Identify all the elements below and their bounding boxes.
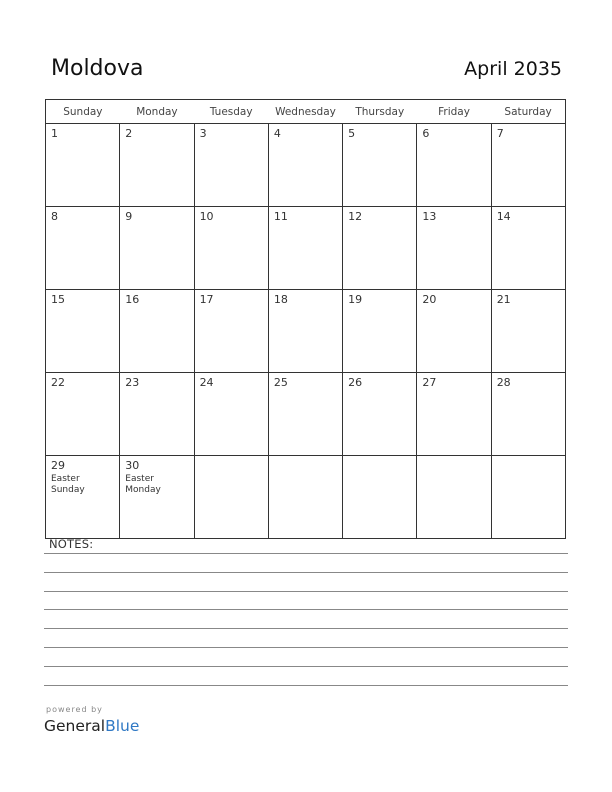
note-line [44, 591, 568, 592]
day-number: 19 [348, 293, 363, 306]
day-cell [268, 207, 342, 290]
day-cell [194, 124, 268, 207]
week-row [46, 290, 566, 373]
day-number: 20 [422, 293, 437, 306]
day-number: 1 [51, 127, 58, 140]
day-number: 9 [125, 210, 133, 223]
day-cell [268, 456, 342, 539]
day-cell [268, 124, 342, 207]
day-number: 7 [496, 127, 504, 140]
brand-blue: Blue [105, 717, 140, 735]
day-cell [194, 373, 268, 456]
day-cell [268, 290, 342, 373]
weekday-header: Saturday [491, 100, 565, 124]
weekday-header: Wednesday [268, 100, 342, 124]
day-cell [417, 207, 491, 290]
note-line [44, 572, 568, 573]
day-number: 17 [199, 293, 214, 306]
notes-label: NOTES: [49, 537, 94, 551]
day-cell [343, 456, 417, 539]
calendar-grid [45, 99, 566, 539]
day-number: 5 [348, 127, 356, 140]
day-number: 28 [496, 376, 511, 389]
day-cell [491, 290, 565, 373]
day-number: 25 [273, 376, 288, 389]
day-cell [194, 290, 268, 373]
day-number: 8 [51, 210, 58, 223]
note-line [44, 666, 568, 667]
day-cell [491, 373, 565, 456]
day-number: 26 [348, 376, 363, 389]
note-line [44, 685, 568, 686]
weekday-header-row [46, 100, 566, 124]
day-cell [120, 207, 194, 290]
country-title: Moldova [51, 56, 144, 81]
day-cell [417, 456, 491, 539]
week-row [46, 207, 566, 290]
calendar-body [46, 124, 566, 539]
day-number: 3 [199, 127, 207, 140]
day-number: 29 [51, 459, 65, 472]
powered-by-text: powered by [46, 705, 103, 714]
day-cell [120, 456, 194, 539]
day-number: 11 [273, 210, 288, 223]
holiday-label: Easter Monday [125, 474, 161, 495]
day-cell [417, 373, 491, 456]
day-cell [194, 456, 268, 539]
weekday-header: Thursday [343, 100, 417, 124]
day-number: 21 [496, 293, 511, 306]
week-row [46, 124, 566, 207]
weekday-header: Sunday [46, 100, 120, 124]
week-row [46, 373, 566, 456]
day-number: 27 [422, 376, 437, 389]
day-number: 22 [51, 376, 65, 389]
day-cell [46, 124, 120, 207]
note-line [44, 647, 568, 648]
day-cell [491, 124, 565, 207]
day-number: 13 [422, 210, 437, 223]
day-cell [417, 124, 491, 207]
day-cell [491, 207, 565, 290]
month-year-title: April 2035 [464, 58, 562, 80]
day-cell [268, 373, 342, 456]
day-number: 14 [496, 210, 511, 223]
note-line [44, 553, 568, 554]
day-cell [343, 207, 417, 290]
generalblue-logo [44, 717, 139, 735]
note-line [44, 609, 568, 610]
day-cell [343, 290, 417, 373]
day-cell [491, 456, 565, 539]
day-number: 30 [125, 459, 140, 472]
weekday-header: Monday [120, 100, 194, 124]
day-cell [120, 290, 194, 373]
day-number: 16 [125, 293, 140, 306]
day-number: 24 [199, 376, 214, 389]
day-cell [46, 456, 120, 539]
day-number: 15 [51, 293, 65, 306]
day-number: 2 [125, 127, 133, 140]
week-row [46, 456, 566, 539]
day-cell [120, 373, 194, 456]
day-cell [46, 207, 120, 290]
day-cell [120, 124, 194, 207]
day-number: 10 [199, 210, 214, 223]
day-number: 6 [422, 127, 430, 140]
note-line [44, 628, 568, 629]
day-cell [46, 290, 120, 373]
day-number: 12 [348, 210, 363, 223]
day-cell [343, 373, 417, 456]
day-cell [343, 124, 417, 207]
day-number: 23 [125, 376, 140, 389]
weekday-header: Friday [417, 100, 491, 124]
brand-general: General [44, 717, 106, 735]
day-number: 18 [273, 293, 288, 306]
day-cell [417, 290, 491, 373]
day-number: 4 [273, 127, 281, 140]
holiday-label: Easter Sunday [51, 474, 85, 495]
day-cell [194, 207, 268, 290]
day-cell [46, 373, 120, 456]
weekday-header: Tuesday [194, 100, 268, 124]
